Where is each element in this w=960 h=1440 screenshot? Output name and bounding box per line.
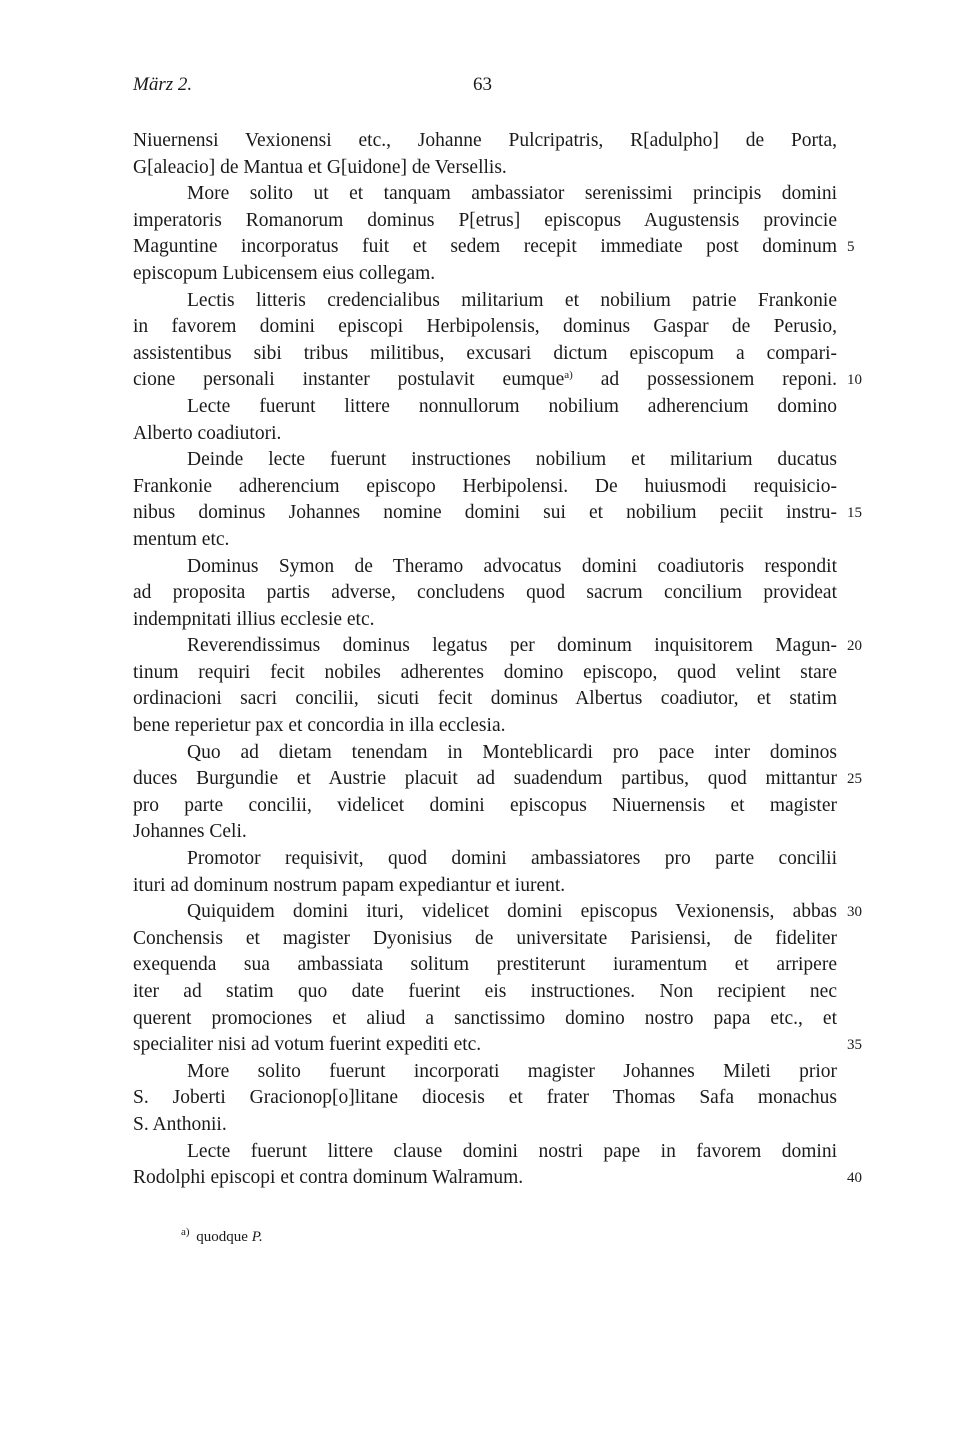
- text-line: [133, 766, 862, 793]
- line-text: [133, 128, 837, 155]
- running-head-date: März 2.: [133, 74, 193, 95]
- text-line: [133, 181, 837, 208]
- line-text-segment: duces Burgundie et Austrie placuit ad suadendum partibus, quod mittantur: [133, 768, 837, 790]
- line-number: 10: [847, 372, 862, 389]
- line-text: [133, 394, 837, 421]
- line-text-segment: Lecte fuerunt littere nonnullorum nobilium adherencium domino: [187, 395, 837, 417]
- text-line: [133, 740, 837, 767]
- text-line: [133, 447, 837, 474]
- text-line: [133, 234, 855, 261]
- line-text: [133, 740, 837, 767]
- line-text: [133, 846, 837, 873]
- line-text-segment: More solito ut et tanquam ambassiator serenissimi principis domini: [187, 183, 837, 205]
- text-line: [133, 1112, 837, 1139]
- line-text-segment: ituri ad dominum nostrum papam expediantur et iurent.: [133, 874, 566, 896]
- line-number: 5: [847, 239, 855, 256]
- text-line: [133, 686, 837, 713]
- line-text: [133, 979, 837, 1006]
- text-line: [133, 341, 837, 368]
- text-line: [133, 873, 837, 900]
- line-number: 35: [847, 1037, 862, 1054]
- line-number: 15: [847, 505, 862, 522]
- text-line: [133, 394, 837, 421]
- text-line: [133, 261, 837, 288]
- text-line: [133, 288, 837, 315]
- line-text-segment: Lectis litteris credencialibus militarium et nobilium patrie Frankonie: [187, 289, 837, 311]
- text-line: [133, 819, 837, 846]
- line-text: [133, 926, 837, 953]
- line-text: [133, 181, 837, 208]
- line-text: [133, 873, 837, 900]
- line-text: [133, 288, 837, 315]
- text-line: [133, 208, 837, 235]
- line-text-segment: Reverendissimus dominus legatus per dominum inquisitorem Magun-: [187, 635, 837, 657]
- line-number: 25: [847, 771, 862, 788]
- line-text: [133, 1085, 837, 1112]
- text-line: [133, 793, 837, 820]
- line-text-segment: cione personali instanter postulavit eumque: [133, 369, 565, 391]
- line-text-segment: pro parte concilii, videlicet domini episcopus Niuernensis et magister: [133, 794, 837, 816]
- line-text: [133, 660, 837, 687]
- text-line: [133, 554, 837, 581]
- line-text: [133, 1032, 837, 1059]
- line-text-segment: exequenda sua ambassiata solitum prestiterunt iuramentum et arripere: [133, 954, 837, 976]
- line-text: [133, 1059, 837, 1086]
- line-text: [133, 1112, 837, 1139]
- line-text: [133, 447, 837, 474]
- line-text: [133, 766, 837, 793]
- line-text-segment: Promotor requisivit, quod domini ambassiatores pro parte concilii: [187, 848, 837, 870]
- line-text: [133, 314, 837, 341]
- line-text-segment: Lecte fuerunt littere clause domini nostri pape in favorem domini: [187, 1140, 837, 1162]
- line-text-segment: indempnitati illius ecclesie etc.: [133, 608, 375, 630]
- line-text: [133, 474, 837, 501]
- footnote-reference: a): [564, 369, 573, 382]
- line-text-segment: Quo ad dietam tenendam in Monteblicardi pro pace inter dominos: [187, 741, 837, 763]
- line-text: [133, 607, 837, 634]
- footnote: [181, 1220, 263, 1249]
- text-line: [133, 155, 837, 182]
- line-number: 40: [847, 1170, 862, 1187]
- line-text-segment: tinum requiri fecit nobiles adherentes domino episcopo, quod velint stare: [133, 661, 837, 683]
- text-line: [133, 846, 837, 873]
- line-text: [133, 793, 837, 820]
- text-line: [133, 500, 862, 527]
- line-text: [133, 208, 837, 235]
- line-text-segment: episcopum Lubicensem eius collegam.: [133, 262, 436, 284]
- line-text-segment: Dominus Symon de Theramo advocatus domini coadiutoris respondit: [187, 555, 837, 577]
- line-text-segment: ordinacioni sacri concilii, sicuti fecit dominus Albertus coadiutor, et statim: [133, 688, 837, 710]
- line-text-segment: Quiquidem domini ituri, videlicet domini episcopus Vexionensis, abbas: [187, 901, 837, 923]
- text-line: [133, 1085, 837, 1112]
- line-text: [133, 367, 837, 394]
- line-text-segment: Niuernensi Vexionensi etc., Johanne Pulcripatris, R[adulpho] de Porta,: [133, 130, 837, 151]
- text-line: [133, 1006, 837, 1033]
- text-line: [133, 607, 837, 634]
- body-text: [133, 128, 862, 1192]
- text-line: [133, 1032, 862, 1059]
- text-line: [133, 580, 837, 607]
- text-line: [133, 421, 837, 448]
- line-text: [133, 1006, 837, 1033]
- text-line: [133, 474, 837, 501]
- text-line: [133, 952, 837, 979]
- text-line: [133, 979, 837, 1006]
- page-number: 63: [473, 74, 492, 95]
- text-line: [133, 713, 837, 740]
- line-text: [133, 234, 837, 261]
- text-line: [133, 1059, 837, 1086]
- line-text-segment: Johannes Celi.: [133, 821, 247, 843]
- line-text-segment: mentum etc.: [133, 528, 230, 550]
- line-number: 20: [847, 638, 862, 655]
- line-number: 30: [847, 904, 862, 921]
- text-line: [133, 314, 837, 341]
- footnote-marker: a): [181, 1226, 190, 1238]
- line-text-segment: Conchensis et magister Dyonisius de universitate Parisiensi, de fideliter: [133, 927, 837, 949]
- line-text: [133, 500, 837, 527]
- text-line: [133, 527, 837, 554]
- text-line: [133, 128, 837, 155]
- line-text: [133, 155, 837, 182]
- text-line: [133, 926, 837, 953]
- line-text-segment: nibus dominus Johannes nomine domini sui et nobilium peciit instru-: [133, 502, 837, 524]
- line-text: [133, 713, 837, 740]
- line-text-segment: specialiter nisi ad votum fuerint expediti etc.: [133, 1034, 482, 1056]
- line-text-segment: Deinde lecte fuerunt instructiones nobilium et militarium ducatus: [187, 449, 837, 471]
- text-line: [133, 899, 862, 926]
- running-head: [133, 74, 837, 102]
- line-text: [133, 554, 837, 581]
- text-line: [133, 660, 837, 687]
- line-text-segment: Frankonie adherencium episcopo Herbipolensi. De huiusmodi requisicio-: [133, 475, 837, 497]
- line-text: [133, 686, 837, 713]
- line-text: [133, 899, 837, 926]
- line-text: [133, 421, 837, 448]
- line-text: [133, 580, 837, 607]
- line-text-segment: ad possessionem reponi.: [572, 369, 837, 391]
- line-text-segment: iter ad statim quo date fuerint eis instructiones. Non recipient nec: [133, 981, 837, 1002]
- line-text: [133, 261, 837, 288]
- footnote-text: quodque: [196, 1229, 248, 1245]
- line-text-segment: S. Joberti Gracionop[o]litane diocesis et frater Thomas Safa monachus: [133, 1087, 837, 1109]
- line-text-segment: Maguntine incorporatus fuit et sedem recepit immediate post dominum: [133, 236, 837, 258]
- footnote-sigla: P.: [251, 1229, 263, 1245]
- line-text-segment: Alberto coadiutori.: [133, 422, 282, 444]
- text-line: [133, 1165, 862, 1192]
- line-text-segment: imperatoris Romanorum dominus P[etrus] episcopus Augustensis provincie: [133, 209, 837, 231]
- line-text-segment: S. Anthonii.: [133, 1113, 227, 1135]
- line-text-segment: querent promociones et aliud a sanctissimo domino nostro papa etc., et: [133, 1007, 837, 1029]
- line-text-segment: G[aleacio] de Mantua et G[uidone] de Versellis.: [133, 156, 507, 178]
- text-line: [133, 633, 862, 660]
- line-text-segment: Rodolphi episcopi et contra dominum Walramum.: [133, 1167, 524, 1189]
- text-line: [133, 367, 862, 394]
- line-text: [133, 952, 837, 979]
- line-text: [133, 819, 837, 846]
- line-text-segment: assistentibus sibi tribus militibus, excusari dictum episcopum a compari-: [133, 342, 837, 364]
- line-text-segment: bene reperietur pax et concordia in illa ecclesia.: [133, 715, 506, 737]
- line-text: [133, 633, 837, 660]
- line-text-segment: ad proposita partis adverse, concludens quod sacrum concilium provideat: [133, 582, 837, 604]
- text-line: [133, 1139, 837, 1166]
- line-text-segment: More solito fuerunt incorporati magister Johannes Mileti prior: [187, 1060, 837, 1082]
- line-text-segment: in favorem domini episcopi Herbipolensis, dominus Gaspar de Perusio,: [133, 316, 837, 338]
- line-text: [133, 527, 837, 554]
- line-text: [133, 1139, 837, 1166]
- line-text: [133, 341, 837, 368]
- line-text: [133, 1165, 837, 1192]
